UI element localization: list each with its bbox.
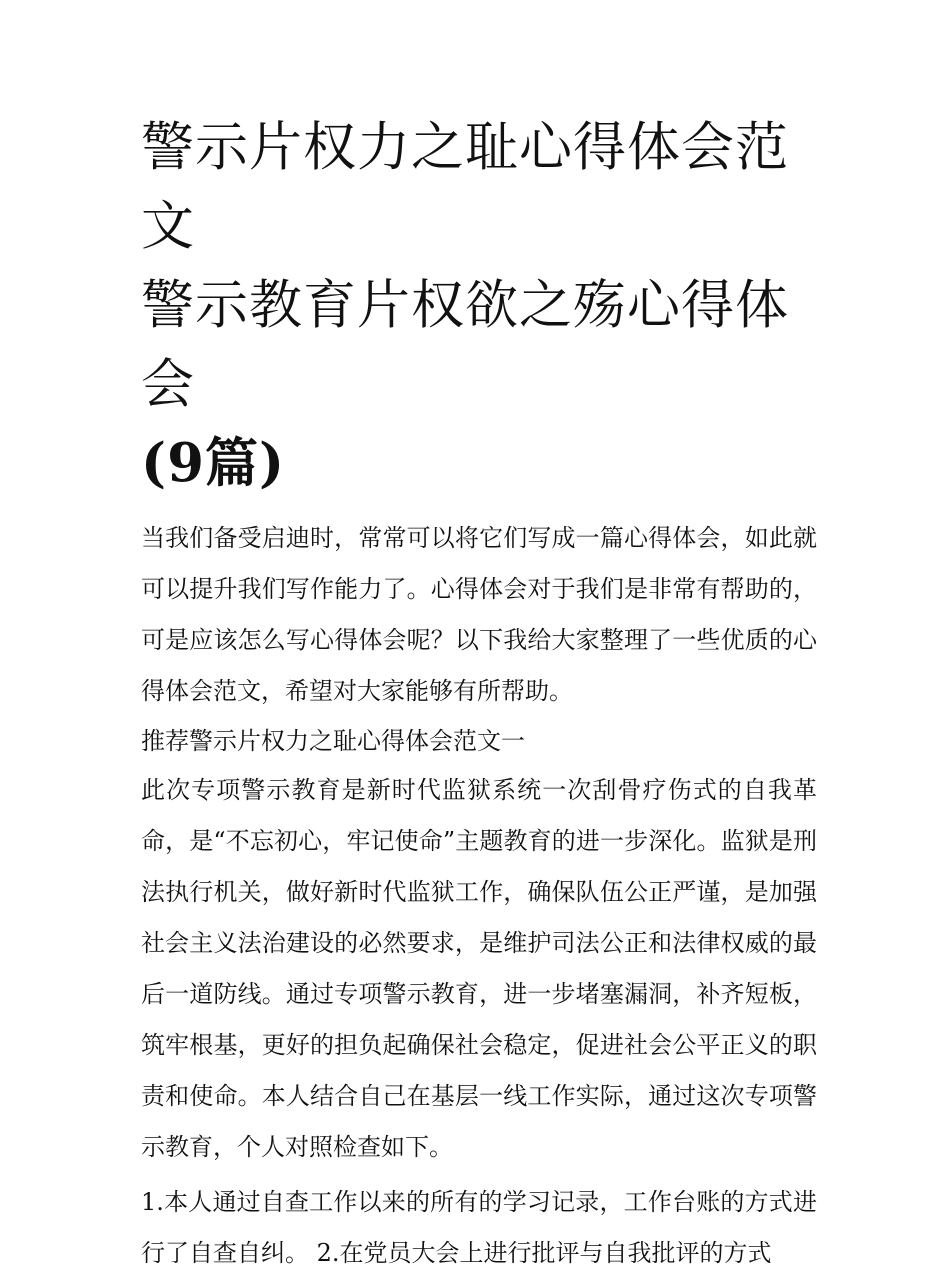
document-title [141, 108, 817, 503]
intro-paragraph: 当我们备受启迪时，常常可以将它们写成一篇心得体会，如此就可以提升我们写作能力了。心得体会对于我们是非常有帮助的，可是应该怎么写心得体会呢？以下我给大家整理了一些优质的心得体会范文，希望对大家能够有所帮助。 [141, 524, 817, 705]
title-count: (9篇) [141, 432, 286, 494]
body-paragraph: 此次专项警示教育是新时代监狱系统一次刮骨疗伤式的自我革命，是“不忘初心，牢记使命”主题教育的进一步深化。监狱是刑法执行机关，做好新时代监狱工作，确保队伍公正严谨，是加强社会主义法治建设的必然要求，是维护司法公正和法律权威的最后一道防线。通过专项警示教育，进一步堵塞漏洞，补齐短板，筑牢根基，更好的担负起确保社会稳定，促进社会公平正义的职责和使命。本人结合自己在基层一线工作实际，通过这次专项警示教育，个人对照检查如下。 [141, 776, 817, 1161]
list-paragraph: 1.本人通过自查工作以来的所有的学习记录，工作台账的方式进行了自查自纠。 2.在党员大会上进行批评与自我批评的方式 [141, 1188, 817, 1267]
title-line-1: 警示片权力之耻心得体会范文 [141, 117, 789, 257]
section-heading: 推荐警示片权力之耻心得体会范文一 [141, 727, 525, 755]
document-page [141, 108, 817, 1279]
title-line-2: 警示教育片权欲之殇心得体会 [141, 275, 789, 415]
